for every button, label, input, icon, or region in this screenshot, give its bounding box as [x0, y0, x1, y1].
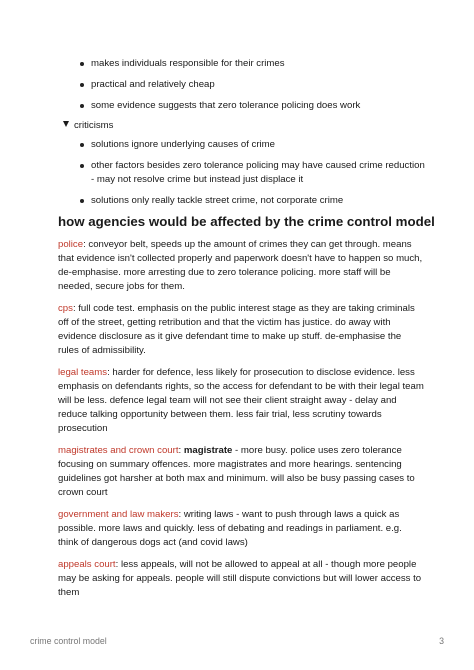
agency-text: : full code test. emphasis on the public interest stage as they are taking criminals off of the street, getting retribution and that the victim has justice. do away with evidence disclosure as it give defendant time to make up stuff. de-emphasise the rules of admissibility. — [58, 303, 415, 356]
triangle-down-icon[interactable] — [63, 121, 69, 127]
agency-paragraph-legal-teams — [58, 366, 424, 436]
agency-text: : writing laws - want to push through laws a quick as possible. more laws and quickly. less of debating and readings in parliament. e.g. think of dangerous dogs act (and covid laws) — [58, 509, 402, 548]
agency-paragraph-police — [58, 238, 424, 294]
agency-text: : less appeals, will not be allowed to appeal at all - though more people may be asking for appeals. people will still dispute convictions but will lower access to them — [58, 559, 422, 598]
agency-label: police — [58, 239, 84, 250]
list-item: solutions only really tackle street crime, not corporate crime — [91, 194, 430, 208]
agency-label: magistrates and crown court — [58, 445, 179, 456]
list-item: some evidence suggests that zero tolerance policing does work — [91, 99, 430, 113]
list-item: solutions ignore underlying causes of crime — [91, 138, 430, 152]
agency-paragraph-cps — [58, 302, 424, 358]
list-item: makes individuals responsible for their crimes — [91, 57, 430, 71]
agency-bold-term: magistrate — [183, 445, 233, 456]
agency-paragraph-magistrates: magistrates and crown court: magistrate - more busy. police uses zero tolerance focusing on summary offences. more magistrates and more hearings. sentencing guidelines got harsher at both max and minimum. will also be busy passing cases to crown court — [58, 445, 415, 498]
advantages-list — [80, 57, 430, 120]
agency-text: - more busy. police uses zero tolerance focusing on summary offences. more magistrates and more hearings. sentencing guidelines got harsher at both max and minimum. will also be busy passing cases to crown court — [58, 445, 415, 498]
agency-text: : conveyor belt, speeds up the amount of crimes they can get through. means that evidence isn't collected properly and paperwork doesn't have to happen so much, de-emphasise. more arresting due to zero tolerance policing. more staff will be needed, secure jobs for them. — [58, 239, 423, 292]
section-heading: how agencies would be affected by the crime control model — [58, 214, 435, 229]
agencies-section — [58, 238, 424, 608]
agency-paragraph-appeals — [58, 558, 424, 600]
criticisms-list — [80, 138, 430, 215]
agency-label: appeals court — [58, 559, 116, 570]
list-item: other factors besides zero tolerance policing may have caused crime reduction - may not resolve crime but instead just displace it — [91, 159, 430, 187]
agency-text: : harder for defence, less likely for prosecution to disclose evidence. less emphasis on defendants rights, so the access for defendant to be with their legal team will be less. defence legal team will not see their client straight away - delay and reduce talking opportunity between them. less fair trial, less scrutiny towards prosecution — [58, 367, 424, 434]
agency-paragraph-government — [58, 508, 424, 550]
footer-title: crime control model — [30, 636, 107, 646]
list-item: practical and relatively cheap — [91, 78, 430, 92]
page-number: 3 — [439, 636, 444, 646]
agency-label: cps — [58, 303, 73, 314]
agency-label: government and law makers — [58, 509, 179, 520]
agency-label: legal teams — [58, 367, 108, 378]
criticisms-toggle[interactable] — [63, 119, 113, 133]
criticisms-label: criticisms — [74, 120, 114, 131]
